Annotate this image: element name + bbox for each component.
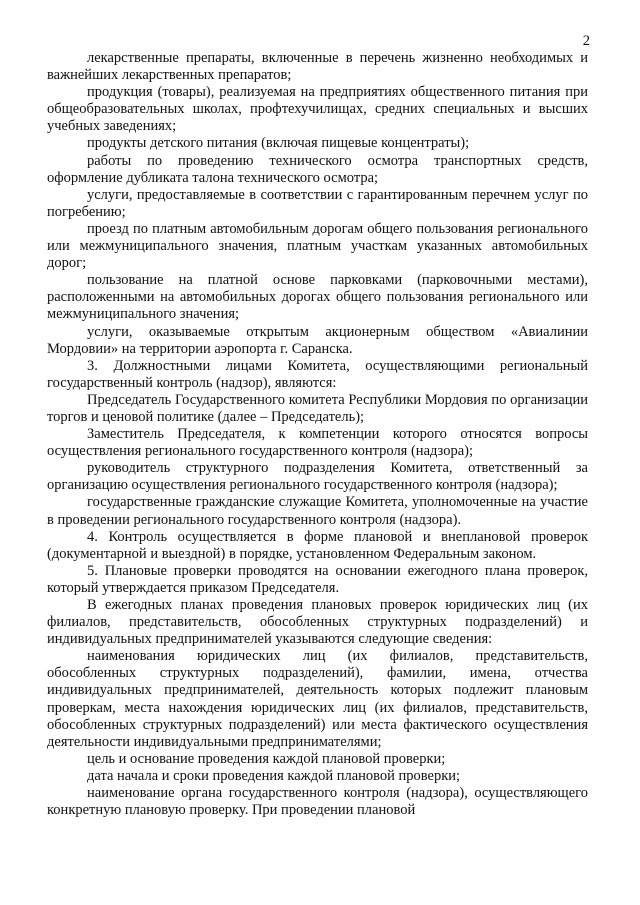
paragraph: пользование на платной основе парковками (парковочными местами), расположенными на автомобильных дорогах общего пользования регионального или межмуниципального значения; — [47, 272, 588, 323]
page-number: 2 — [582, 33, 590, 49]
paragraph: лекарственные препараты, включенные в перечень жизненно необходимых и важнейших лекарственных препаратов; — [47, 50, 588, 84]
paragraph: цель и основание проведения каждой плановой проверки; — [87, 750, 446, 767]
paragraph: 3. Должностными лицами Комитета, осуществляющими региональный государственный контроль (надзор), являются: — [47, 357, 588, 391]
paragraph: наименования юридических лиц (их филиалов, представительств, обособленных структурных подразделений), фамилии, имена, отчества индивидуальных предпринимателей, деятельность которых подлежит плановым проверкам, места нахождения юридических лиц (их филиалов, представительств, обособленных структурных подразделений) или места фактического осуществления деятельности индивидуальными предпринимателями; — [47, 648, 588, 750]
paragraph: услуги, оказываемые открытым акционерным обществом «Авиалинии Мордовии» на территории аэропорта г. Саранска. — [47, 323, 588, 357]
paragraph: 5. Плановые проверки проводятся на основании ежегодного плана проверок, который утверждается приказом Председателя. — [47, 562, 588, 596]
paragraph: дата начала и сроки проведения каждой плановой проверки; — [87, 767, 461, 784]
paragraph: Заместитель Председателя, к компетенции которого относятся вопросы осуществления регионального государственного контроля (надзора); — [47, 426, 588, 460]
paragraph: Председатель Государственного комитета Республики Мордовия по организации торгов и ценовой политике (далее – Председатель); — [47, 391, 588, 425]
paragraph: 4. Контроль осуществляется в форме плановой и внеплановой проверок (документарной и выездной) в порядке, установленном Федеральным законом. — [47, 528, 588, 562]
paragraph: государственные гражданские служащие Комитета, уполномоченные на участие в проведении регионального государственного контроля (надзора). — [47, 494, 588, 528]
paragraph: продукты детского питания (включая пищевые концентраты); — [87, 135, 470, 152]
paragraph: продукция (товары), реализуемая на предприятиях общественного питания при общеобразовательных школах, профтехучилищах, средних специальных и высших учебных заведениях; — [47, 84, 588, 135]
paragraph: В ежегодных планах проведения плановых проверок юридических лиц (их филиалов, представительств, обособленных структурных подразделений) и индивидуальных предпринимателей указываются следующие сведения: — [47, 597, 588, 648]
paragraph: руководитель структурного подразделения Комитета, ответственный за организацию осуществления регионального государственного контроля (надзора); — [47, 460, 588, 494]
paragraph: работы по проведению технического осмотра транспортных средств, оформление дубликата талона технического осмотра; — [47, 152, 588, 186]
document-body — [47, 50, 588, 819]
paragraph: услуги, предоставляемые в соответствии с гарантированным перечнем услуг по погребению; — [47, 186, 588, 220]
paragraph: наименование органа государственного контроля (надзора), осуществляющего конкретную плановую проверку. При проведении плановой — [47, 785, 588, 819]
paragraph: проезд по платным автомобильным дорогам общего пользования регионального или межмуниципального значения, платным участкам указанных автомобильных дорог; — [47, 220, 588, 272]
